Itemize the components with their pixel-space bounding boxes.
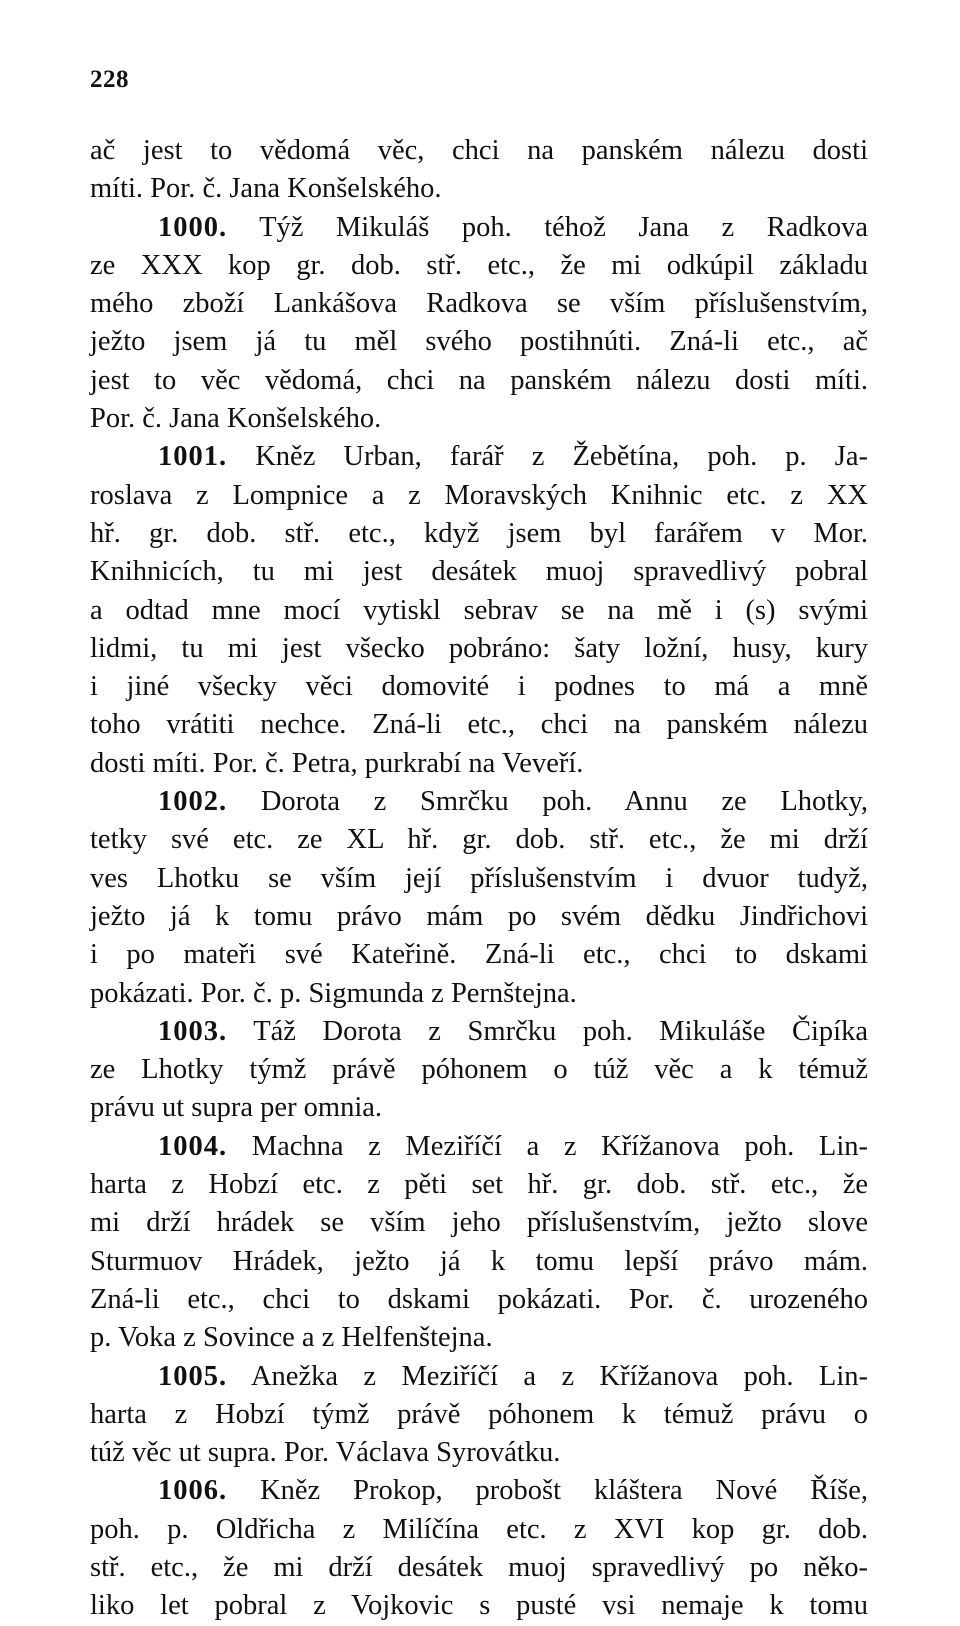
- line-text: dosti míti. Por. č. Petra, purkrabí na Veveří.: [90, 747, 584, 779]
- line-text: mého zboží Lankášova Radkova se vším příslušenstvím,: [90, 288, 868, 320]
- line-text: Týž Mikuláš poh. téhož Jana z Radkova: [227, 211, 868, 243]
- text-line: [90, 1013, 868, 1051]
- line-text: Dorota z Smrčku poh. Annu ze Lhotky,: [227, 786, 868, 818]
- entry-number: 1004.: [158, 1130, 228, 1162]
- text-line: [90, 1243, 868, 1281]
- line-text: i jiné všecky věci domovité i podnes to má a mně: [90, 671, 868, 703]
- line-text: Machna z Meziříčí a z Křížanova poh. Lin-: [227, 1130, 868, 1162]
- line-text: a odtad mne mocí vytiskl sebrav se na mě i (s) svými: [90, 594, 868, 626]
- text-line: [90, 1396, 868, 1434]
- line-text: ač jest to vědomá věc, chci na panském nálezu dosti: [90, 135, 868, 166]
- text-line: [90, 706, 868, 744]
- text-line: [90, 860, 868, 898]
- text-line: [90, 1472, 868, 1510]
- line-text: Por. č. Jana Konšelského.: [90, 403, 382, 435]
- line-text: poh. p. Oldřicha z Milíčína etc. z XVI kop gr. dob.: [90, 1513, 868, 1545]
- line-text: tetky své etc. ze XL hř. gr. dob. stř. etc., že mi drží: [90, 824, 868, 856]
- text-line: [90, 1089, 868, 1127]
- text-line: [90, 1358, 868, 1396]
- text-line: [90, 1587, 868, 1625]
- entry-number: 1003.: [158, 1015, 228, 1047]
- entry-number: 1000.: [158, 211, 228, 243]
- line-text: ježto já k tomu právo mám po svém dědku Jindřichovi: [90, 900, 868, 932]
- text-line: [90, 1434, 868, 1472]
- text-line: [90, 592, 868, 630]
- line-text: Zná-li etc., chci to dskami pokázati. Por. č. urozeného: [90, 1283, 868, 1315]
- line-text: Anežka z Meziříčí a z Křížanova poh. Lin-: [227, 1360, 868, 1392]
- text-line: [90, 668, 868, 706]
- line-text: harta z Hobzí týmž právě póhonem k témuž právu o: [90, 1398, 868, 1430]
- line-text: ze Lhotky týmž právě póhonem o túž věc a k témuž: [90, 1054, 868, 1086]
- line-text: ze XXX kop gr. dob. stř. etc., že mi odkúpil základu: [90, 249, 868, 281]
- line-text: právu ut supra per omnia.: [90, 1092, 383, 1124]
- text-line: [90, 477, 868, 515]
- text-line: [90, 1549, 868, 1587]
- line-text: roslava z Lompnice a z Moravských Knihnic etc. z XX: [90, 479, 868, 511]
- entry-number: 1002.: [158, 786, 228, 818]
- entry-number: 1001.: [158, 441, 228, 473]
- text-body: [90, 132, 868, 1626]
- line-text: lidmi, tu mi jest všecko pobráno: šaty ložní, husy, kury: [90, 632, 868, 664]
- text-line: [90, 1204, 868, 1242]
- line-text: hř. gr. dob. stř. etc., když jsem byl farářem v Mor.: [90, 517, 868, 549]
- text-line: [90, 1281, 868, 1319]
- text-line: [90, 783, 868, 821]
- text-line: [90, 515, 868, 553]
- line-text: p. Voka z Sovince a z Helfenštejna.: [90, 1322, 493, 1354]
- line-text: ježto jsem já tu měl svého postihnúti. Zná-li etc., ač: [90, 326, 868, 358]
- text-line: [90, 553, 868, 591]
- line-text: Kněz Prokop, probošt kláštera Nové Říše,: [227, 1475, 868, 1507]
- line-text: ves Lhotku se vším její příslušenstvím i dvuor tudyž,: [90, 862, 868, 894]
- line-text: jest to věc vědomá, chci na panském nálezu dosti míti.: [90, 364, 868, 396]
- text-line: [90, 323, 868, 361]
- line-text: stř. etc., že mi drží desátek muoj spravedlivý po něko-: [90, 1551, 868, 1583]
- line-text: liko let pobral z Vojkovic s pusté vsi nemaje k tomu: [90, 1590, 868, 1622]
- line-text: Knihnicích, tu mi jest desátek muoj spravedlivý pobral: [90, 556, 868, 588]
- text-line: [90, 170, 868, 208]
- text-line: [90, 745, 868, 783]
- text-line: [90, 1051, 868, 1089]
- text-line: [90, 285, 868, 323]
- entry-number: 1006.: [158, 1475, 228, 1507]
- entry-number: 1005.: [158, 1360, 228, 1392]
- text-line: [90, 362, 868, 400]
- line-text: túž věc ut supra. Por. Václava Syrovátku.: [90, 1437, 561, 1469]
- text-line: [90, 209, 868, 247]
- text-line: [90, 1319, 868, 1357]
- line-text: mi drží hrádek se vším jeho příslušenstvím, ježto slove: [90, 1207, 868, 1239]
- text-line: [90, 821, 868, 859]
- line-text: Táž Dorota z Smrčku poh. Mikuláše Čipíka: [227, 1015, 868, 1047]
- line-text: toho vrátiti nechce. Zná-li etc., chci na panském nálezu: [90, 709, 868, 741]
- text-line: [90, 936, 868, 974]
- line-text: pokázati. Por. č. p. Sigmunda z Pernštejna.: [90, 977, 577, 1009]
- text-line: [90, 400, 868, 438]
- line-text: i po mateři své Kateřině. Zná-li etc., chci to dskami: [90, 939, 868, 971]
- text-line: [90, 630, 868, 668]
- line-text: Kněz Urban, farář z Žebětína, poh. p. Ja-: [227, 441, 868, 473]
- line-text: Sturmuov Hrádek, ježto já k tomu lepší právo mám.: [90, 1245, 868, 1277]
- text-line: [90, 132, 868, 170]
- text-line: [90, 1511, 868, 1549]
- text-line: [90, 1166, 868, 1204]
- text-line: [90, 438, 868, 476]
- page-number: 228: [90, 66, 129, 93]
- text-line: [90, 898, 868, 936]
- text-line: [90, 1128, 868, 1166]
- line-text: míti. Por. č. Jana Konšelského.: [90, 173, 442, 205]
- line-text: harta z Hobzí etc. z pěti set hř. gr. dob. stř. etc., že: [90, 1169, 868, 1201]
- text-line: [90, 975, 868, 1013]
- text-line: [90, 247, 868, 285]
